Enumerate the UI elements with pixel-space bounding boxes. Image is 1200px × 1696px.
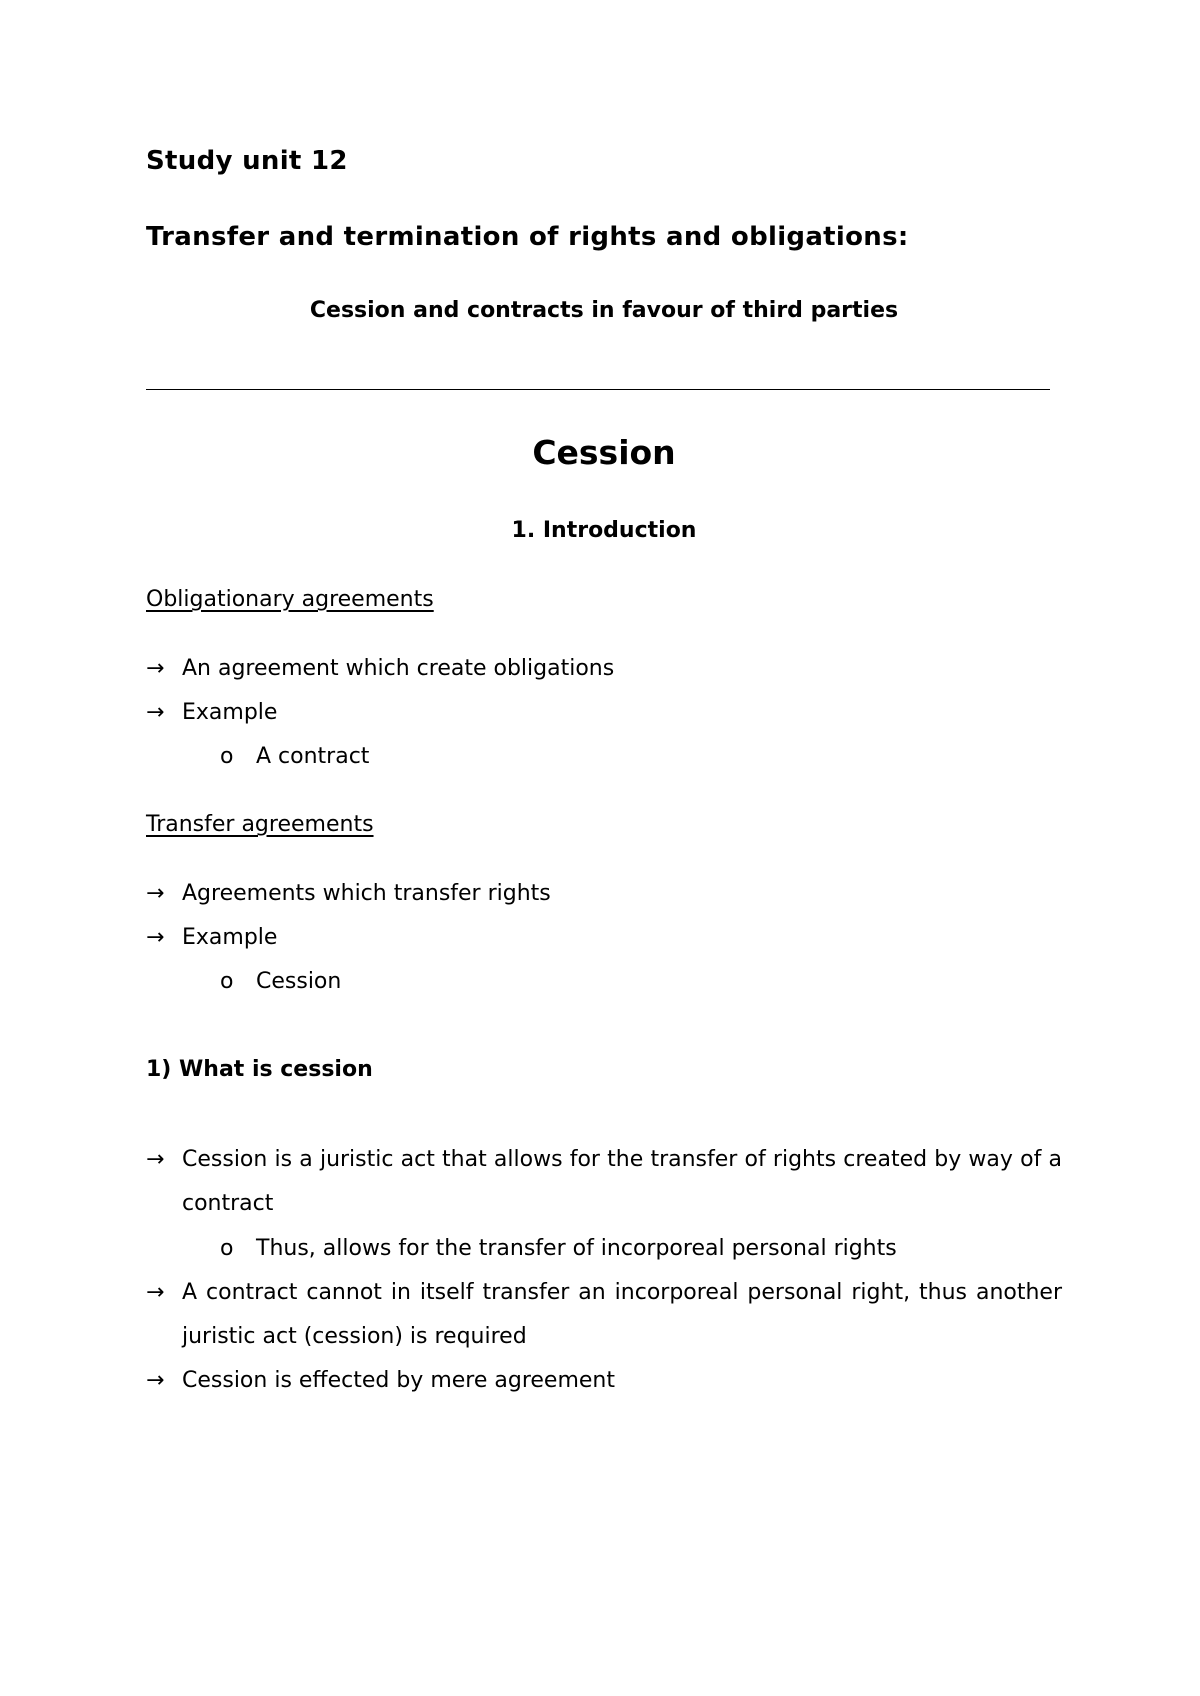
list-item-text: An agreement which create obligations <box>182 656 615 681</box>
circle-bullet-icon: o <box>220 969 234 994</box>
list-item-text: Example <box>182 925 278 950</box>
list-item-text: Example <box>182 700 278 725</box>
paragraph-text: Cession is a juristic act that allows for the transfer of rights created by way of a contract <box>182 1147 1062 1216</box>
section-heading: Cession <box>532 433 676 472</box>
paragraph-item <box>146 1359 1062 1403</box>
arrow-icon: → <box>146 1368 165 1393</box>
circle-bullet-icon: o <box>220 1236 234 1261</box>
transfer-agreements-heading: Transfer agreements <box>146 812 374 837</box>
sub-list-item <box>220 744 369 769</box>
circle-bullet-icon: o <box>220 744 234 769</box>
sub-list-item <box>220 1236 897 1261</box>
page-subtitle: Cession and contracts in favour of third parties <box>309 298 899 323</box>
arrow-icon: → <box>146 1147 165 1172</box>
list-item <box>146 925 277 950</box>
arrow-icon: → <box>146 700 165 725</box>
paragraph-text: A contract cannot in itself transfer an incorporeal personal right, thus another juristic act (cession) is required <box>182 1280 1062 1349</box>
paragraph-text: Cession is effected by mere agreement <box>182 1368 615 1393</box>
page-title: Transfer and termination of rights and obligations: <box>146 222 909 252</box>
sub-list-item-text: A contract <box>256 744 370 769</box>
paragraph-item <box>146 1271 1062 1359</box>
horizontal-rule <box>146 389 1050 390</box>
obligationary-agreements-heading: Obligationary agreements <box>146 587 434 612</box>
paragraph-item <box>146 1138 1062 1226</box>
list-item-text: Agreements which transfer rights <box>182 881 551 906</box>
study-unit-label: Study unit 12 <box>146 146 348 176</box>
sub-list-item <box>220 969 341 994</box>
arrow-icon: → <box>146 1280 165 1305</box>
arrow-icon: → <box>146 925 165 950</box>
arrow-icon: → <box>146 656 165 681</box>
list-item <box>146 700 277 725</box>
sub-list-item-text: Cession <box>256 969 342 994</box>
list-item <box>146 656 614 681</box>
what-is-cession-heading: 1) What is cession <box>146 1057 373 1082</box>
introduction-heading: 1. Introduction <box>511 518 697 543</box>
arrow-icon: → <box>146 881 165 906</box>
list-item <box>146 881 551 906</box>
sub-list-item-text: Thus, allows for the transfer of incorporeal personal rights <box>256 1236 897 1261</box>
